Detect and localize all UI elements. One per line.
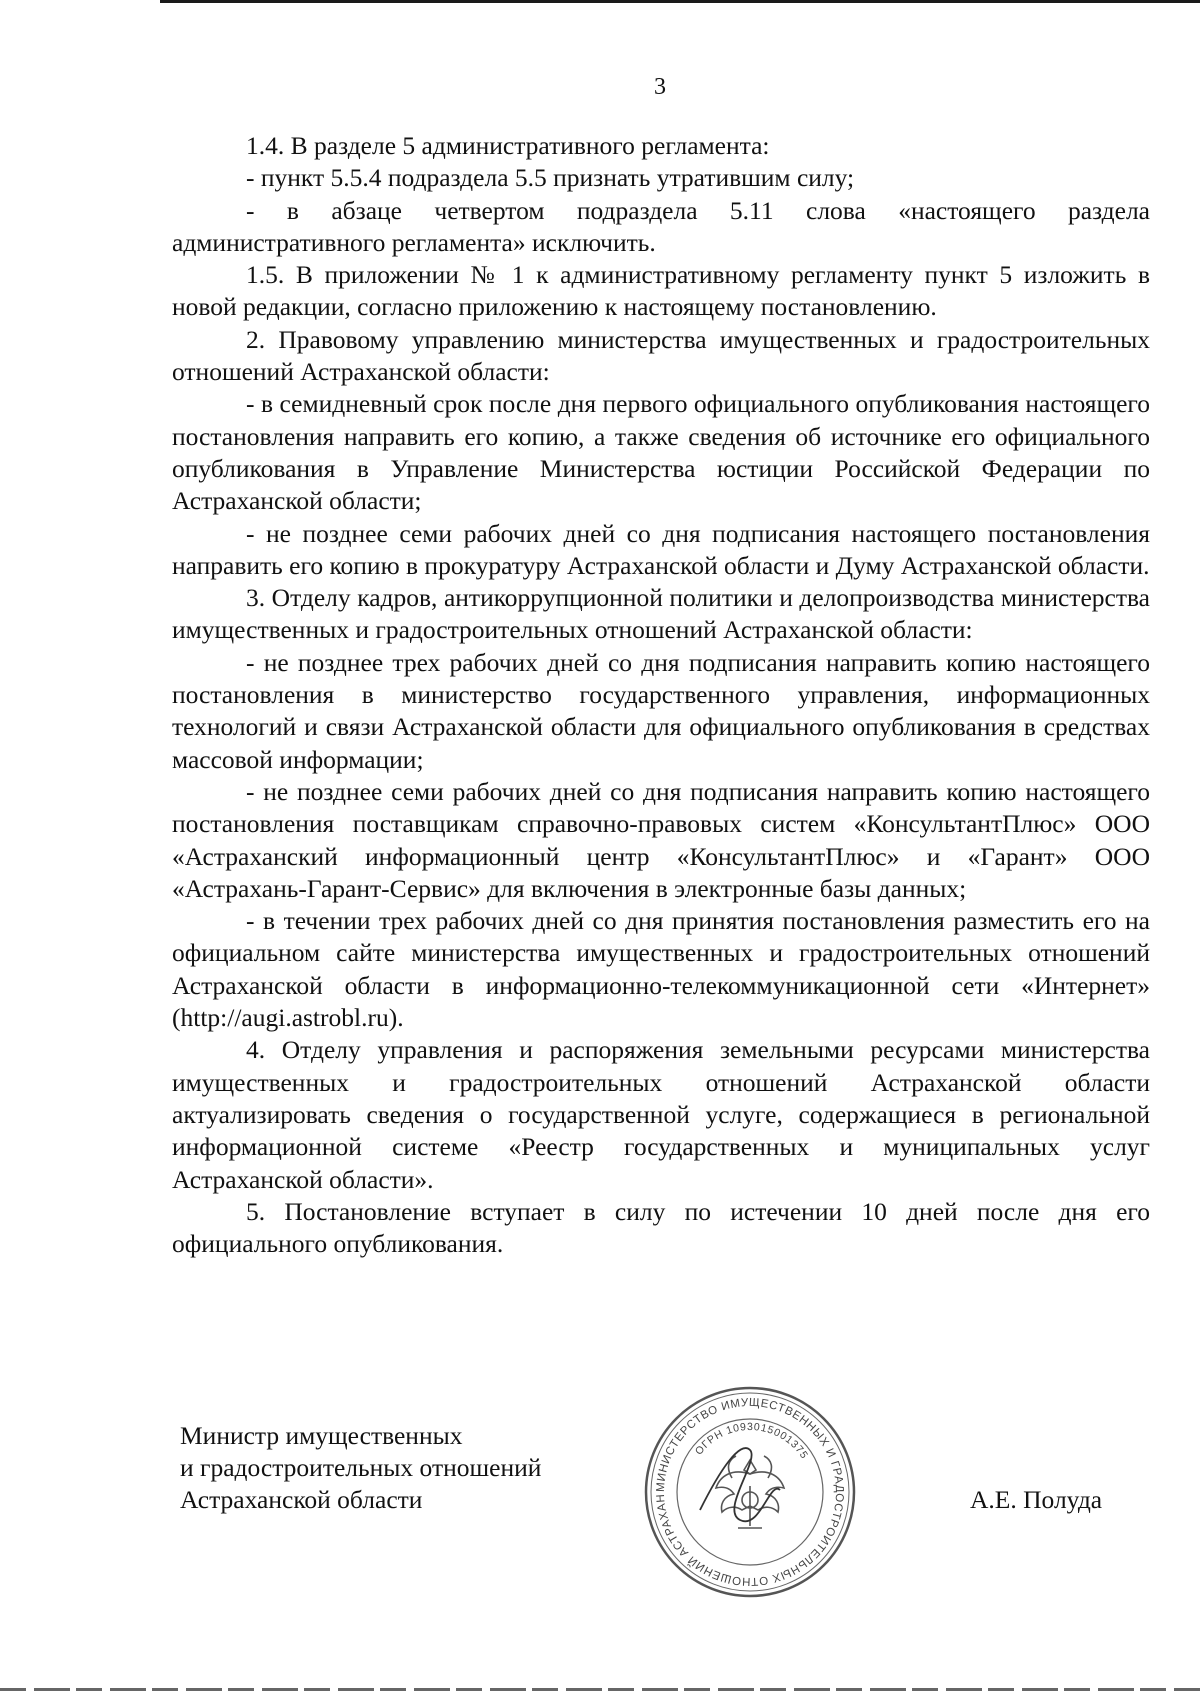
document-body: [172, 130, 1150, 1260]
official-seal: [640, 1382, 860, 1602]
paragraph-item: - не позднее семи рабочих дней со дня подписания направить копию настоящего постановления поставщикам справочно-правовых систем «КонсультантПлюс» ООО «Астраханский информационный центр «КонсультантПлюс» и «Гарант» ООО «Астрахань-Гарант-Сервис» для включения в электронные базы данных;: [172, 776, 1150, 903]
paragraph-item: - не позднее трех рабочих дней со дня подписания направить копию настоящего постановления в министерство государственного управления, информационных технологий и связи Астраханской области для официального опубликования в средствах массовой информации;: [172, 647, 1150, 774]
paragraph-4: 4. Отделу управления и распоряжения земельными ресурсами министерства имущественных и градостроительных отношений Астраханской области актуализировать сведения о государственной услуге, содержащиеся в региональной информационной системе «Реестр государственных и муниципальных услуг Астраханской области».: [172, 1035, 1150, 1194]
signature-block: [180, 1420, 680, 1516]
scan-top-edge: [160, 0, 1200, 3]
coat-of-arms-icon: [716, 1456, 784, 1528]
svg-text:МИНИСТЕРСТВО ИМУЩЕСТВЕННЫХ И Г: [640, 1382, 845, 1587]
scan-bottom-edge: [0, 1688, 1200, 1691]
signer-title-line-2: и градостроительных отношений: [180, 1453, 542, 1482]
paragraph-1-4: 1.4. В разделе 5 административного регламента:: [246, 131, 770, 160]
paragraph-item: - не позднее семи рабочих дней со дня подписания настоящего постановления направить его копию в прокуратуру Астраханской области и Думу Астраханской области.: [172, 518, 1150, 580]
paragraph-item: - пункт 5.5.4 подраздела 5.5 признать утратившим силу;: [246, 163, 855, 193]
paragraph-5: 5. Постановление вступает в силу по истечении 10 дней после дня его официального опубликования.: [172, 1196, 1150, 1259]
paragraph-3: 3. Отделу кадров, антикоррупционной политики и делопроизводства министерства имущественных и градостроительных отношений Астраханской области:: [172, 583, 1150, 645]
paragraph-item: - в семидневный срок после дня первого официального опубликования настоящего постановления направить его копию, а также сведения об источнике его официального опубликования в Управление Министерства юстиции Российской Федерации по Астраханской области;: [172, 389, 1150, 516]
signer-title-line-3: Астраханской области: [180, 1485, 423, 1514]
paragraph-1-5: 1.5. В приложении № 1 к административному регламенту пункт 5 изложить в новой редакции, согласно приложению к настоящему постановлению.: [172, 260, 1150, 322]
seal-stamp: [640, 1382, 860, 1602]
seal-inner-text: ОГРН 1093015001375: [692, 1420, 811, 1462]
signer-title-line-1: Министр имущественных: [180, 1421, 463, 1450]
seal-outer-text: МИНИСТЕРСТВО ИМУЩЕСТВЕННЫХ И ГРАДОСТРОИТЕЛЬНЫХ ОТНОШЕНИЙ АСТРАХАН: [654, 1396, 846, 1588]
page-number: 3: [654, 74, 666, 100]
signer-name: А.Е. Полуда: [970, 1485, 1103, 1514]
paragraph-item: - в абзаце четвертом подраздела 5.11 слова «настоящего раздела административного регламента» исключить.: [172, 195, 1150, 257]
paragraph-item: - в течении трех рабочих дней со дня принятия постановления разместить его на официальном сайте министерства имущественных и градостроительных отношений Астраханской области в информационно-телекоммуникационной сети «Интернет» (http://augi.astrobl.ru).: [172, 906, 1150, 1033]
paragraph-2: 2. Правовому управлению министерства имущественных и градостроительных отношений Астраханской области:: [172, 324, 1150, 387]
